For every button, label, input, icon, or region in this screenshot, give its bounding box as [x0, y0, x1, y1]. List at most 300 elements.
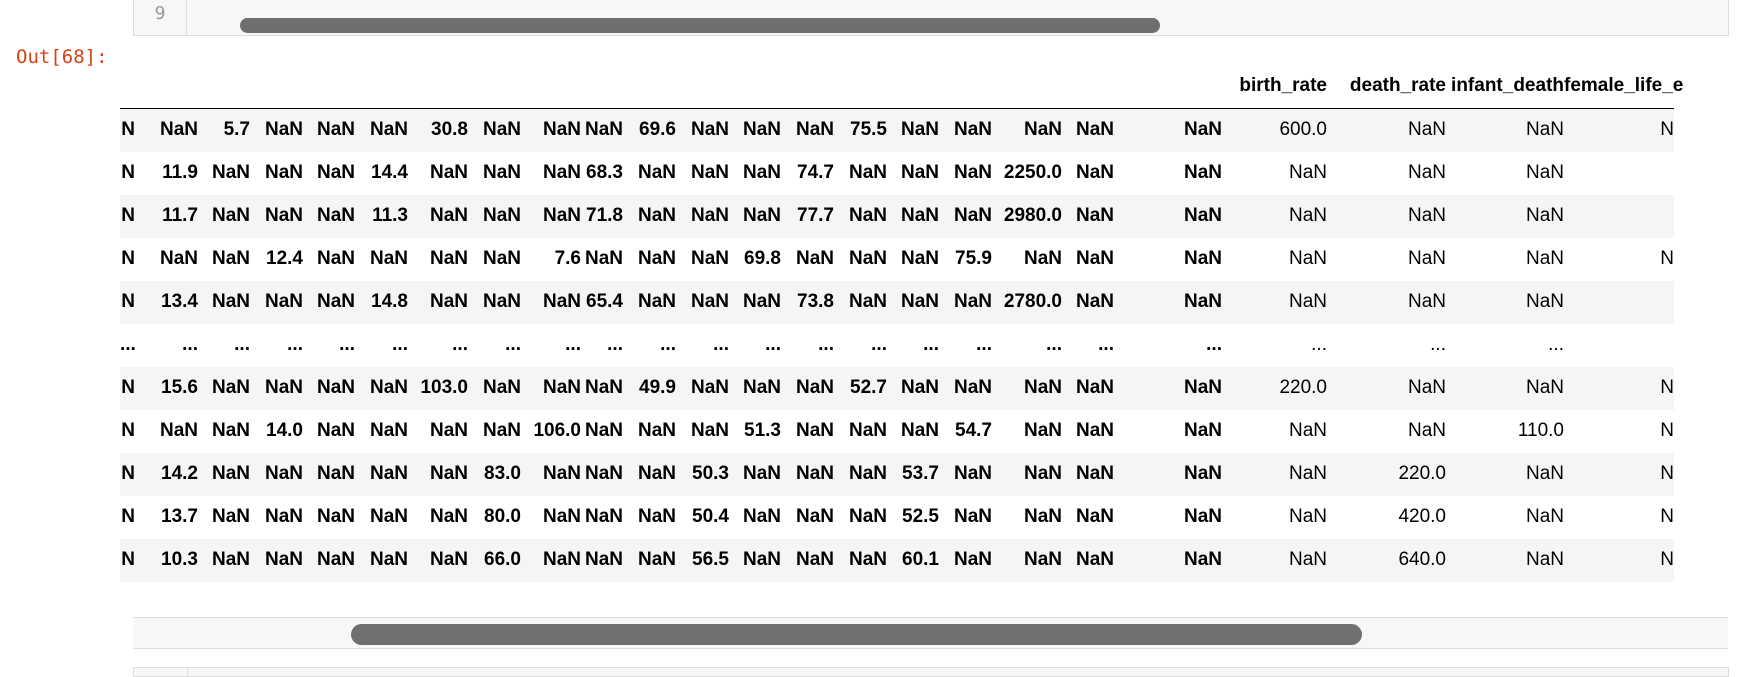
- table-cell: NaN: [623, 539, 676, 582]
- table-cell: NaN: [1407, 162, 1446, 183]
- table-cell: NaN: [303, 453, 355, 496]
- table-row: [120, 410, 1674, 453]
- table-cell: 75.5: [834, 108, 887, 152]
- table-cell: ...: [339, 334, 355, 355]
- table-cell: NaN: [1183, 420, 1222, 441]
- table-cell: NaN: [1062, 281, 1114, 324]
- table-cell: [1564, 152, 1674, 195]
- table-cell: 2250.0: [1003, 162, 1062, 183]
- table-cell: 110.0: [1517, 420, 1564, 441]
- table-cell: NaN: [521, 281, 581, 324]
- table-cell: NaN: [250, 539, 303, 582]
- table-cell: ...: [765, 334, 781, 355]
- table-cell: NaN: [637, 506, 676, 527]
- table-cell: 11.7: [135, 195, 198, 238]
- table-cell: 52.5: [902, 506, 939, 527]
- table-cell: NaN: [623, 453, 676, 496]
- table-cell: 73.8: [781, 281, 834, 324]
- next-code-cell[interactable]: [133, 667, 1729, 677]
- table-cell: N: [1564, 539, 1674, 582]
- table-cell: NaN: [1075, 162, 1114, 183]
- table-cell: N: [120, 281, 135, 324]
- table-cell: ...: [660, 334, 676, 355]
- table-cell: NaN: [992, 367, 1062, 410]
- column-header: female_life_e: [1564, 60, 1674, 108]
- table-cell: NaN: [264, 506, 303, 527]
- table-row: [120, 195, 1674, 238]
- column-header: [521, 60, 581, 108]
- table-cell: NaN: [992, 453, 1062, 496]
- table-cell: N: [1564, 367, 1674, 410]
- table-cell: 53.7: [887, 453, 939, 496]
- column-header: birth_rate: [1222, 60, 1327, 108]
- table-cell: NaN: [250, 195, 303, 238]
- table-row: [120, 238, 1674, 281]
- table-cell: 54.7: [955, 420, 992, 441]
- table-cell: NaN: [482, 420, 521, 441]
- table-cell: 77.7: [781, 195, 834, 238]
- table-cell: N: [1564, 453, 1674, 496]
- table-cell: NaN: [781, 539, 834, 582]
- table-cell: ...: [452, 334, 468, 355]
- table-row: [120, 281, 1674, 324]
- table-cell: 52.7: [834, 367, 887, 410]
- table-cell: NaN: [795, 506, 834, 527]
- code-horizontal-scrollbar[interactable]: [240, 18, 1160, 33]
- table-cell: 14.4: [371, 162, 408, 183]
- table-cell: N: [121, 248, 135, 269]
- table-cell: N: [120, 367, 135, 410]
- table-cell: NaN: [482, 162, 521, 183]
- table-cell: NaN: [939, 367, 992, 410]
- table-cell: NaN: [1222, 281, 1327, 324]
- column-header: [355, 60, 408, 108]
- table-cell: NaN: [953, 162, 992, 183]
- table-cell: ...: [1206, 334, 1222, 355]
- table-cell: NaN: [848, 506, 887, 527]
- table-cell: ...: [1311, 334, 1327, 355]
- table-cell: NaN: [795, 420, 834, 441]
- table-cell: NaN: [887, 281, 939, 324]
- table-cell: NaN: [848, 162, 887, 183]
- table-cell: NaN: [834, 539, 887, 582]
- table-cell: NaN: [303, 195, 355, 238]
- table-cell: NaN: [211, 248, 250, 269]
- table-cell: NaN: [303, 367, 355, 410]
- table-cell: NaN: [521, 195, 581, 238]
- table-cell: [1564, 324, 1674, 367]
- table-cell: NaN: [581, 539, 623, 582]
- table-cell: N: [120, 539, 135, 582]
- table-cell: 50.3: [676, 453, 729, 496]
- table-cell: NaN: [939, 281, 992, 324]
- table-header-row: [120, 60, 1674, 108]
- table-cell: ...: [1430, 334, 1446, 355]
- table-cell: NaN: [939, 539, 992, 582]
- table-cell: NaN: [1222, 195, 1327, 238]
- table-cell: NaN: [521, 453, 581, 496]
- table-cell: NaN: [369, 420, 408, 441]
- column-header: [992, 60, 1062, 108]
- table-cell: 600.0: [1222, 108, 1327, 152]
- table-cell: NaN: [581, 108, 623, 152]
- table-cell: NaN: [135, 108, 198, 152]
- table-cell: NaN: [900, 248, 939, 269]
- table-cell: NaN: [781, 453, 834, 496]
- table-cell: NaN: [690, 162, 729, 183]
- table-cell: NaN: [848, 248, 887, 269]
- table-cell: NaN: [729, 281, 781, 324]
- table-cell: ...: [505, 334, 521, 355]
- table-cell: N: [1660, 506, 1674, 527]
- table-cell: NaN: [900, 420, 939, 441]
- code-cell[interactable]: [133, 0, 1729, 36]
- table-cell: N: [120, 108, 135, 152]
- table-row: [120, 496, 1674, 539]
- table-cell: NaN: [303, 281, 355, 324]
- table-cell: NaN: [729, 367, 781, 410]
- table-cell: NaN: [429, 248, 468, 269]
- table-cell: NaN: [198, 195, 250, 238]
- column-header: [250, 60, 303, 108]
- table-cell: 2780.0: [992, 281, 1062, 324]
- table-cell: N: [121, 506, 135, 527]
- table-row: [120, 152, 1674, 195]
- table-cell: NaN: [676, 367, 729, 410]
- table-cell: NaN: [250, 367, 303, 410]
- table-cell: NaN: [1327, 281, 1446, 324]
- table-cell: [1564, 195, 1674, 238]
- table-cell: NaN: [303, 108, 355, 152]
- column-header: infant_death: [1446, 60, 1564, 108]
- table-cell: ...: [607, 334, 623, 355]
- line-number: 9: [134, 0, 187, 35]
- table-cell: NaN: [355, 108, 408, 152]
- table-cell: NaN: [250, 453, 303, 496]
- table-cell: NaN: [468, 195, 521, 238]
- table-cell: 11.3: [355, 195, 408, 238]
- table-cell: NaN: [1407, 420, 1446, 441]
- table-cell: NaN: [198, 281, 250, 324]
- table-cell: NaN: [848, 420, 887, 441]
- table-cell: ...: [713, 334, 729, 355]
- table-cell: NaN: [623, 281, 676, 324]
- dataframe-table: [120, 60, 1684, 582]
- table-cell: NaN: [1327, 195, 1446, 238]
- output-prompt: Out[68]:: [16, 46, 108, 68]
- table-cell: 66.0: [468, 539, 521, 582]
- table-cell: 14.2: [135, 453, 198, 496]
- table-cell: 220.0: [1327, 453, 1446, 496]
- table-cell: NaN: [159, 248, 198, 269]
- table-cell: NaN: [1023, 506, 1062, 527]
- table-row: [120, 108, 1674, 152]
- table-cell: NaN: [623, 195, 676, 238]
- column-header: [408, 60, 468, 108]
- table-cell: NaN: [834, 195, 887, 238]
- dataframe-output: [120, 60, 1728, 620]
- table-cell: NaN: [1327, 367, 1446, 410]
- table-cell: NaN: [1446, 281, 1564, 324]
- table-cell: NaN: [637, 420, 676, 441]
- table-cell: NaN: [1288, 162, 1327, 183]
- table-cell: NaN: [369, 248, 408, 269]
- table-cell: NaN: [1114, 108, 1222, 152]
- table-cell: NaN: [316, 162, 355, 183]
- column-header: [676, 60, 729, 108]
- table-cell: NaN: [1183, 248, 1222, 269]
- table-cell: NaN: [264, 162, 303, 183]
- table-cell: NaN: [676, 108, 729, 152]
- column-header: [135, 60, 198, 108]
- table-cell: NaN: [316, 420, 355, 441]
- table-cell: 14.0: [266, 420, 303, 441]
- column-header: [834, 60, 887, 108]
- table-cell: N: [120, 195, 135, 238]
- table-cell: NaN: [887, 108, 939, 152]
- table-cell: NaN: [1525, 506, 1564, 527]
- table-cell: 71.8: [581, 195, 623, 238]
- table-cell: NaN: [355, 367, 408, 410]
- table-cell: NaN: [198, 453, 250, 496]
- column-header: [729, 60, 781, 108]
- table-cell: NaN: [429, 506, 468, 527]
- table-cell: 14.8: [355, 281, 408, 324]
- table-cell: 75.9: [955, 248, 992, 269]
- table-cell: 51.3: [744, 420, 781, 441]
- table-cell: NaN: [1288, 506, 1327, 527]
- column-header: [120, 60, 135, 108]
- table-cell: NaN: [939, 195, 992, 238]
- table-cell: NaN: [676, 281, 729, 324]
- table-cell: NaN: [1062, 367, 1114, 410]
- next-cell-gutter: [134, 668, 188, 676]
- table-cell: NaN: [690, 420, 729, 441]
- table-cell: NaN: [939, 108, 992, 152]
- table-cell: NaN: [468, 108, 521, 152]
- table-cell: NaN: [637, 248, 676, 269]
- table-cell: NaN: [1062, 539, 1114, 582]
- table-row: [120, 539, 1674, 582]
- table-cell: NaN: [303, 539, 355, 582]
- table-cell: 2980.0: [992, 195, 1062, 238]
- table-cell: NaN: [1446, 367, 1564, 410]
- column-header: [198, 60, 250, 108]
- table-cell: 74.7: [797, 162, 834, 183]
- table-cell: ...: [120, 334, 136, 355]
- table-cell: N: [1564, 108, 1674, 152]
- table-cell: 10.3: [135, 539, 198, 582]
- table-cell: 15.6: [135, 367, 198, 410]
- table-cell: 80.0: [484, 506, 521, 527]
- table-cell: N: [1660, 248, 1674, 269]
- table-cell: NaN: [1075, 506, 1114, 527]
- table-cell: NaN: [676, 195, 729, 238]
- table-cell: 30.8: [408, 108, 468, 152]
- table-cell: NaN: [211, 162, 250, 183]
- table-cell: NaN: [1407, 248, 1446, 269]
- table-cell: 640.0: [1327, 539, 1446, 582]
- table-cell: ...: [818, 334, 834, 355]
- table-cell: 83.0: [468, 453, 521, 496]
- table-cell: NaN: [1062, 195, 1114, 238]
- table-row: [120, 324, 1674, 367]
- table-cell: NaN: [1075, 420, 1114, 441]
- table-cell: NaN: [1288, 248, 1327, 269]
- table-cell: NaN: [369, 506, 408, 527]
- table-cell: NaN: [542, 162, 581, 183]
- table-cell: 60.1: [887, 539, 939, 582]
- table-cell: NaN: [316, 506, 355, 527]
- table-cell: ...: [182, 334, 198, 355]
- table-cell: NaN: [521, 367, 581, 410]
- table-cell: NaN: [781, 108, 834, 152]
- table-row: [120, 367, 1674, 410]
- table-cell: ...: [1548, 334, 1564, 355]
- table-cell: NaN: [542, 506, 581, 527]
- table-row: [120, 453, 1674, 496]
- table-cell: NaN: [781, 367, 834, 410]
- table-cell: NaN: [953, 506, 992, 527]
- table-cell: 420.0: [1398, 506, 1446, 527]
- table-cell: NaN: [1446, 195, 1564, 238]
- table-cell: ...: [392, 334, 408, 355]
- table-cell: NaN: [1062, 453, 1114, 496]
- table-cell: NaN: [1023, 248, 1062, 269]
- table-cell: NaN: [1114, 367, 1222, 410]
- column-header: death_rate: [1327, 60, 1446, 108]
- table-cell: N: [120, 453, 135, 496]
- table-cell: ...: [1046, 334, 1062, 355]
- table-cell: NaN: [1183, 162, 1222, 183]
- table-cell: NaN: [742, 506, 781, 527]
- column-header: [1062, 60, 1114, 108]
- table-cell: NaN: [408, 195, 468, 238]
- table-cell: NaN: [742, 162, 781, 183]
- table-cell: NaN: [581, 453, 623, 496]
- table-cell: NaN: [690, 248, 729, 269]
- table-cell: NaN: [1114, 453, 1222, 496]
- column-header: [468, 60, 521, 108]
- table-cell: 69.6: [623, 108, 676, 152]
- table-cell: NaN: [729, 195, 781, 238]
- table-cell: NaN: [408, 453, 468, 496]
- table-cell: NaN: [408, 539, 468, 582]
- table-cell: NaN: [482, 248, 521, 269]
- table-cell: NaN: [581, 367, 623, 410]
- output-horizontal-scrollbar[interactable]: [133, 617, 1728, 649]
- table-cell: ...: [923, 334, 939, 355]
- table-cell: NaN: [834, 453, 887, 496]
- column-header: [939, 60, 992, 108]
- table-cell: 106.0: [533, 420, 581, 441]
- table-cell: NaN: [584, 420, 623, 441]
- table-cell: 56.5: [676, 539, 729, 582]
- table-cell: ...: [1098, 334, 1114, 355]
- table-cell: NaN: [211, 420, 250, 441]
- table-cell: NaN: [316, 248, 355, 269]
- table-cell: NaN: [834, 281, 887, 324]
- table-cell: 69.8: [744, 248, 781, 269]
- table-cell: NaN: [1222, 453, 1327, 496]
- table-cell: NaN: [355, 539, 408, 582]
- table-cell: 65.4: [581, 281, 623, 324]
- table-cell: 13.4: [135, 281, 198, 324]
- table-cell: [1564, 281, 1674, 324]
- table-cell: NaN: [584, 248, 623, 269]
- table-cell: 13.7: [161, 506, 198, 527]
- table-cell: NaN: [729, 108, 781, 152]
- table-cell: NaN: [468, 367, 521, 410]
- column-header: [623, 60, 676, 108]
- table-cell: NaN: [198, 539, 250, 582]
- table-cell: NaN: [729, 453, 781, 496]
- table-cell: NaN: [1075, 248, 1114, 269]
- table-cell: 7.6: [554, 248, 581, 269]
- table-cell: NaN: [250, 108, 303, 152]
- scrollbar-thumb[interactable]: [351, 624, 1362, 645]
- table-cell: NaN: [1222, 539, 1327, 582]
- column-header: [303, 60, 355, 108]
- table-cell: 68.3: [586, 162, 623, 183]
- table-cell: 220.0: [1222, 367, 1327, 410]
- table-cell: N: [121, 420, 135, 441]
- table-cell: NaN: [408, 281, 468, 324]
- table-cell: N: [1660, 420, 1674, 441]
- table-cell: ...: [976, 334, 992, 355]
- table-cell: NaN: [1446, 108, 1564, 152]
- table-cell: NaN: [729, 539, 781, 582]
- table-cell: NaN: [250, 281, 303, 324]
- table-cell: NaN: [159, 420, 198, 441]
- table-cell: NaN: [1114, 195, 1222, 238]
- table-cell: NaN: [468, 281, 521, 324]
- table-cell: ...: [565, 334, 581, 355]
- table-cell: 103.0: [408, 367, 468, 410]
- table-cell: NaN: [429, 162, 468, 183]
- table-cell: 5.7: [198, 108, 250, 152]
- table-cell: NaN: [1288, 420, 1327, 441]
- table-cell: NaN: [355, 453, 408, 496]
- column-header: [887, 60, 939, 108]
- table-cell: ...: [287, 334, 303, 355]
- table-cell: NaN: [584, 506, 623, 527]
- column-header: [1114, 60, 1222, 108]
- table-cell: ...: [871, 334, 887, 355]
- table-cell: NaN: [1062, 108, 1114, 152]
- table-cell: NaN: [1525, 248, 1564, 269]
- table-cell: NaN: [900, 162, 939, 183]
- table-cell: NaN: [211, 506, 250, 527]
- table-cell: NaN: [198, 367, 250, 410]
- table-cell: NaN: [795, 248, 834, 269]
- table-cell: NaN: [1446, 453, 1564, 496]
- table-cell: NaN: [637, 162, 676, 183]
- table-cell: NaN: [1023, 420, 1062, 441]
- table-cell: NaN: [939, 453, 992, 496]
- column-header: [781, 60, 834, 108]
- table-cell: NaN: [521, 539, 581, 582]
- table-cell: NaN: [992, 539, 1062, 582]
- table-cell: N: [121, 162, 135, 183]
- table-cell: NaN: [1114, 539, 1222, 582]
- table-cell: 50.4: [692, 506, 729, 527]
- table-cell: NaN: [1525, 162, 1564, 183]
- table-cell: NaN: [521, 108, 581, 152]
- table-cell: 12.4: [266, 248, 303, 269]
- table-cell: 49.9: [623, 367, 676, 410]
- table-cell: NaN: [1183, 506, 1222, 527]
